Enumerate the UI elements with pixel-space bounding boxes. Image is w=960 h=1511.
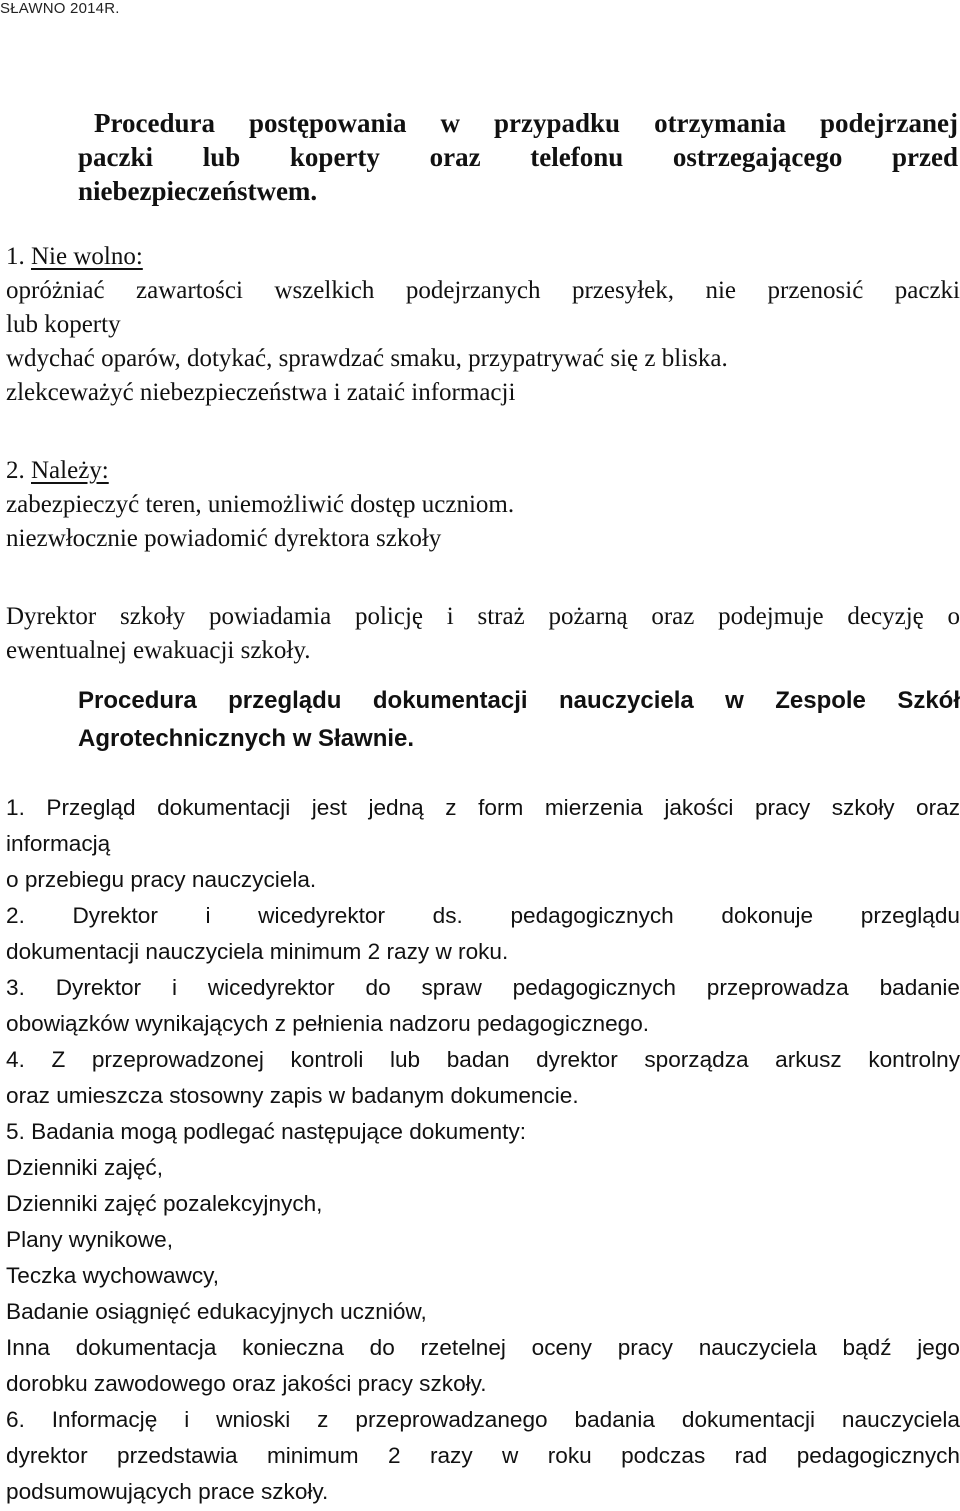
text-line: 1. Przegląd dokumentacji jest jedną z form mierzenia jakości pracy szkoły oraz bbox=[6, 795, 960, 820]
item-heading bbox=[6, 454, 960, 488]
text-line: dokumentacji nauczyciela minimum 2 razy w roku. bbox=[6, 939, 509, 964]
text-line: 4. Z przeprowadzonej kontroli lub badan dyrektor sporządza arkusz kontrolny bbox=[6, 1047, 960, 1072]
text-line: informacją bbox=[6, 831, 111, 856]
title-line: Procedura przeglądu dokumentacji nauczyciela w Zespole Szkół bbox=[78, 687, 960, 714]
text-line: lub koperty bbox=[6, 311, 121, 338]
text-line: wdychać oparów, dotykać, sprawdzać smaku, przypatrywać się z bliska. bbox=[6, 345, 728, 372]
item-heading-label: Należy: bbox=[31, 457, 109, 484]
page-header: SŁAWNO 2014R. bbox=[0, 0, 120, 17]
item-heading bbox=[6, 240, 960, 274]
text-line: Plany wynikowe, bbox=[6, 1227, 174, 1252]
text-line: obowiązków wynikających z pełnienia nadzoru pedagogicznego. bbox=[6, 1011, 650, 1036]
procedure-1-body bbox=[6, 240, 960, 668]
text-line: Badanie osiągnięć edukacyjnych uczniów, bbox=[6, 1299, 427, 1324]
text-line: ewentualnej ewakuacji szkoły. bbox=[6, 637, 311, 664]
text-line: oraz umieszcza stosowny zapis w badanym dokumencie. bbox=[6, 1083, 579, 1108]
text-line: 5. Badania mogą podlegać następujące dokumenty: bbox=[6, 1119, 527, 1144]
text-line: o przebiegu pracy nauczyciela. bbox=[6, 867, 317, 892]
text-line: 6. Informację i wnioski z przeprowadzanego badania dokumentacji nauczyciela bbox=[6, 1407, 960, 1432]
text-line: Dzienniki zajęć, bbox=[6, 1155, 163, 1180]
text-line: Inna dokumentacja konieczna do rzetelnej oceny pracy nauczyciela bądź jego bbox=[6, 1335, 960, 1360]
text-line: podsumowujących prace szkoły. bbox=[6, 1479, 329, 1504]
procedure-2-title bbox=[78, 682, 960, 758]
text-line: opróżniać zawartości wszelkich podejrzanych przesyłek, nie przenosić paczki bbox=[6, 277, 960, 304]
title-line: niebezpieczeństwem. bbox=[78, 176, 318, 206]
item-number: 1. bbox=[6, 243, 25, 270]
text-line: zabezpieczyć teren, uniemożliwić dostęp uczniom. bbox=[6, 491, 515, 518]
text-line: dorobku zawodowego oraz jakości pracy szkoły. bbox=[6, 1371, 487, 1396]
text-line: 2. Dyrektor i wicedyrektor ds. pedagogicznych dokonuje przeglądu bbox=[6, 903, 960, 928]
text-line: niezwłocznie powiadomić dyrektora szkoły bbox=[6, 525, 442, 552]
procedure-2-body bbox=[6, 790, 960, 1510]
text-line: Dzienniki zajęć pozalekcyjnych, bbox=[6, 1191, 323, 1216]
procedure-1-title bbox=[78, 106, 958, 208]
title-line: paczki lub koperty oraz telefonu ostrzegającego przed bbox=[78, 142, 958, 172]
text-line: dyrektor przedstawia minimum 2 razy w roku podczas rad pedagogicznych bbox=[6, 1443, 960, 1468]
item-heading-label: Nie wolno: bbox=[31, 243, 143, 270]
text-line: Dyrektor szkoły powiadamia policję i straż pożarną oraz podejmuje decyzję o bbox=[6, 603, 960, 630]
text-line: 3. Dyrektor i wicedyrektor do spraw pedagogicznych przeprowadza badanie bbox=[6, 975, 960, 1000]
text-line: Teczka wychowawcy, bbox=[6, 1263, 220, 1288]
title-line: Procedura postępowania w przypadku otrzymania podejrzanej bbox=[94, 108, 958, 138]
text-line: zlekceważyć niebezpieczeństwa i zataić informacji bbox=[6, 379, 516, 406]
item-number: 2. bbox=[6, 457, 25, 484]
title-line: Agrotechnicznych w Sławnie. bbox=[78, 725, 415, 752]
